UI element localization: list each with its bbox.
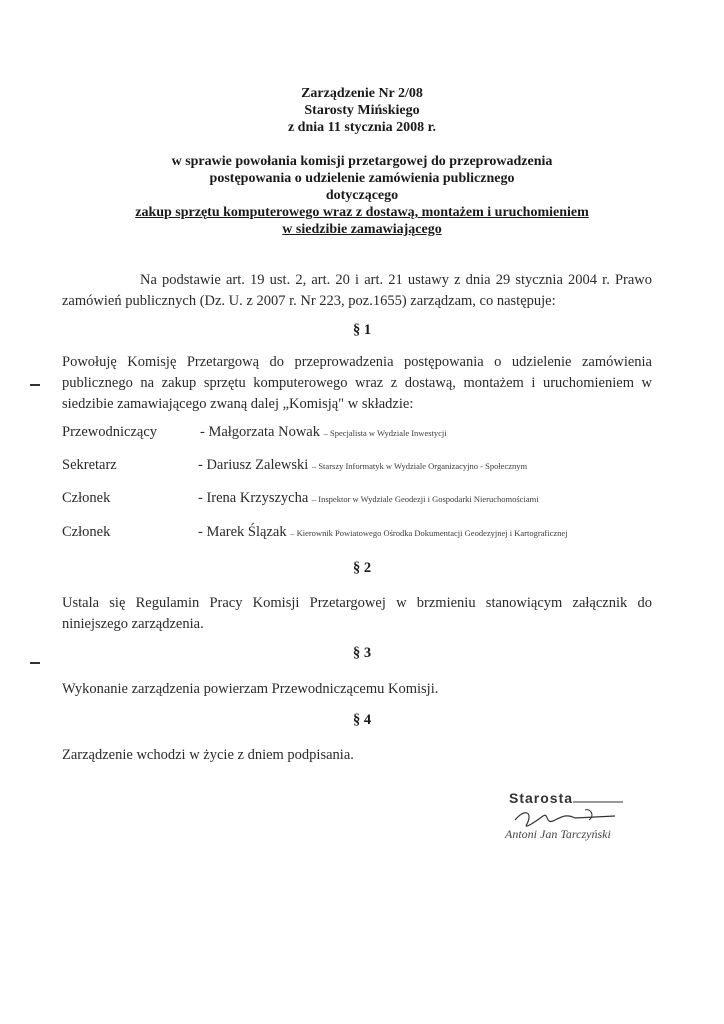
section-2-text: Ustala się Regulamin Pracy Komisji Przetargowej w brzmieniu stanowiącym załącznik do niniejszego zarządzenia. [62,595,652,632]
title-line-1: Zarządzenie Nr 2/08 [301,86,423,101]
member-role-1: Przewodniczący [62,424,158,440]
section-4-text: Zarządzenie wchodzi w życie z dniem podpisania. [62,747,354,763]
subject-line-5: w siedzibie zamawiającego [282,222,442,237]
section-3-text: Wykonanie zarządzenia powierzam Przewodniczącemu Komisji. [62,681,439,697]
stamp-title: Starosta [509,790,574,806]
subject-line-4: zakup sprzętu komputerowego wraz z dostawą, montażem i uruchomieniem [135,205,589,220]
member-4 [198,524,568,541]
member-name-1: - Małgorzata Nowak [200,424,320,440]
member-desc-4: – Kierownik Powiatowego Ośrodka Dokumentacji Geodezyjnej i Kartograficznej [290,528,568,538]
section-3-mark: § 3 [352,645,372,661]
member-1 [200,424,447,441]
member-name-4: - Marek Ślązak [198,524,287,540]
member-2 [198,457,527,474]
section-2-mark: § 2 [352,560,372,576]
member-role-2: Sekretarz [62,457,117,473]
section-1-text: Powołuję Komisję Przetargową do przeprowadzenia postępowania o udzielenie zamówienia publicznego na zakup sprzętu komputerowego wraz z dostawą, montażem i uruchomieniem w siedzibie zamawiającego zwaną dalej „Komisją" w składzie: [62,354,652,412]
title-line-2: Starosty Mińskiego [304,103,420,118]
subject-line-1: w sprawie powołania komisji przetargowej do przeprowadzenia [171,154,553,169]
subject-line-3: dotyczącego [325,188,399,203]
member-3 [198,490,539,507]
member-name-3: - Irena Krzyszycha [198,490,309,506]
member-desc-2: – Starszy Informatyk w Wydziale Organizacyjno - Społecznym [311,461,528,471]
subject-line-2: postępowania o udzielenie zamówienia publicznego [209,171,515,186]
member-desc-3: – Inspektor w Wydziale Geodezji i Gospodarki Nieruchomościami [311,494,539,504]
member-desc-1: – Specjalista w Wydziale Inwestycji [323,428,447,438]
margin-mark [30,384,40,386]
stamp-name: Antoni Jan Tarczyński [505,827,611,841]
intro-text: Na podstawie art. 19 ust. 2, art. 20 i art. 21 ustawy z dnia 29 stycznia 2004 r. Prawo zamówień publicznych (Dz. U. z 2007 r. Nr 223, poz.1655) zarządzam, co następuje: [62,272,652,309]
member-role-4: Członek [62,524,111,540]
member-role-3: Członek [62,490,111,506]
section-1-mark: § 1 [352,322,372,338]
member-name-2: - Dariusz Zalewski [198,457,309,473]
title-date: z dnia 11 stycznia 2008 r. [287,120,437,135]
intro-paragraph [62,270,652,312]
section-4-mark: § 4 [352,712,372,728]
margin-mark [30,662,40,664]
signature-stamp [505,790,655,850]
